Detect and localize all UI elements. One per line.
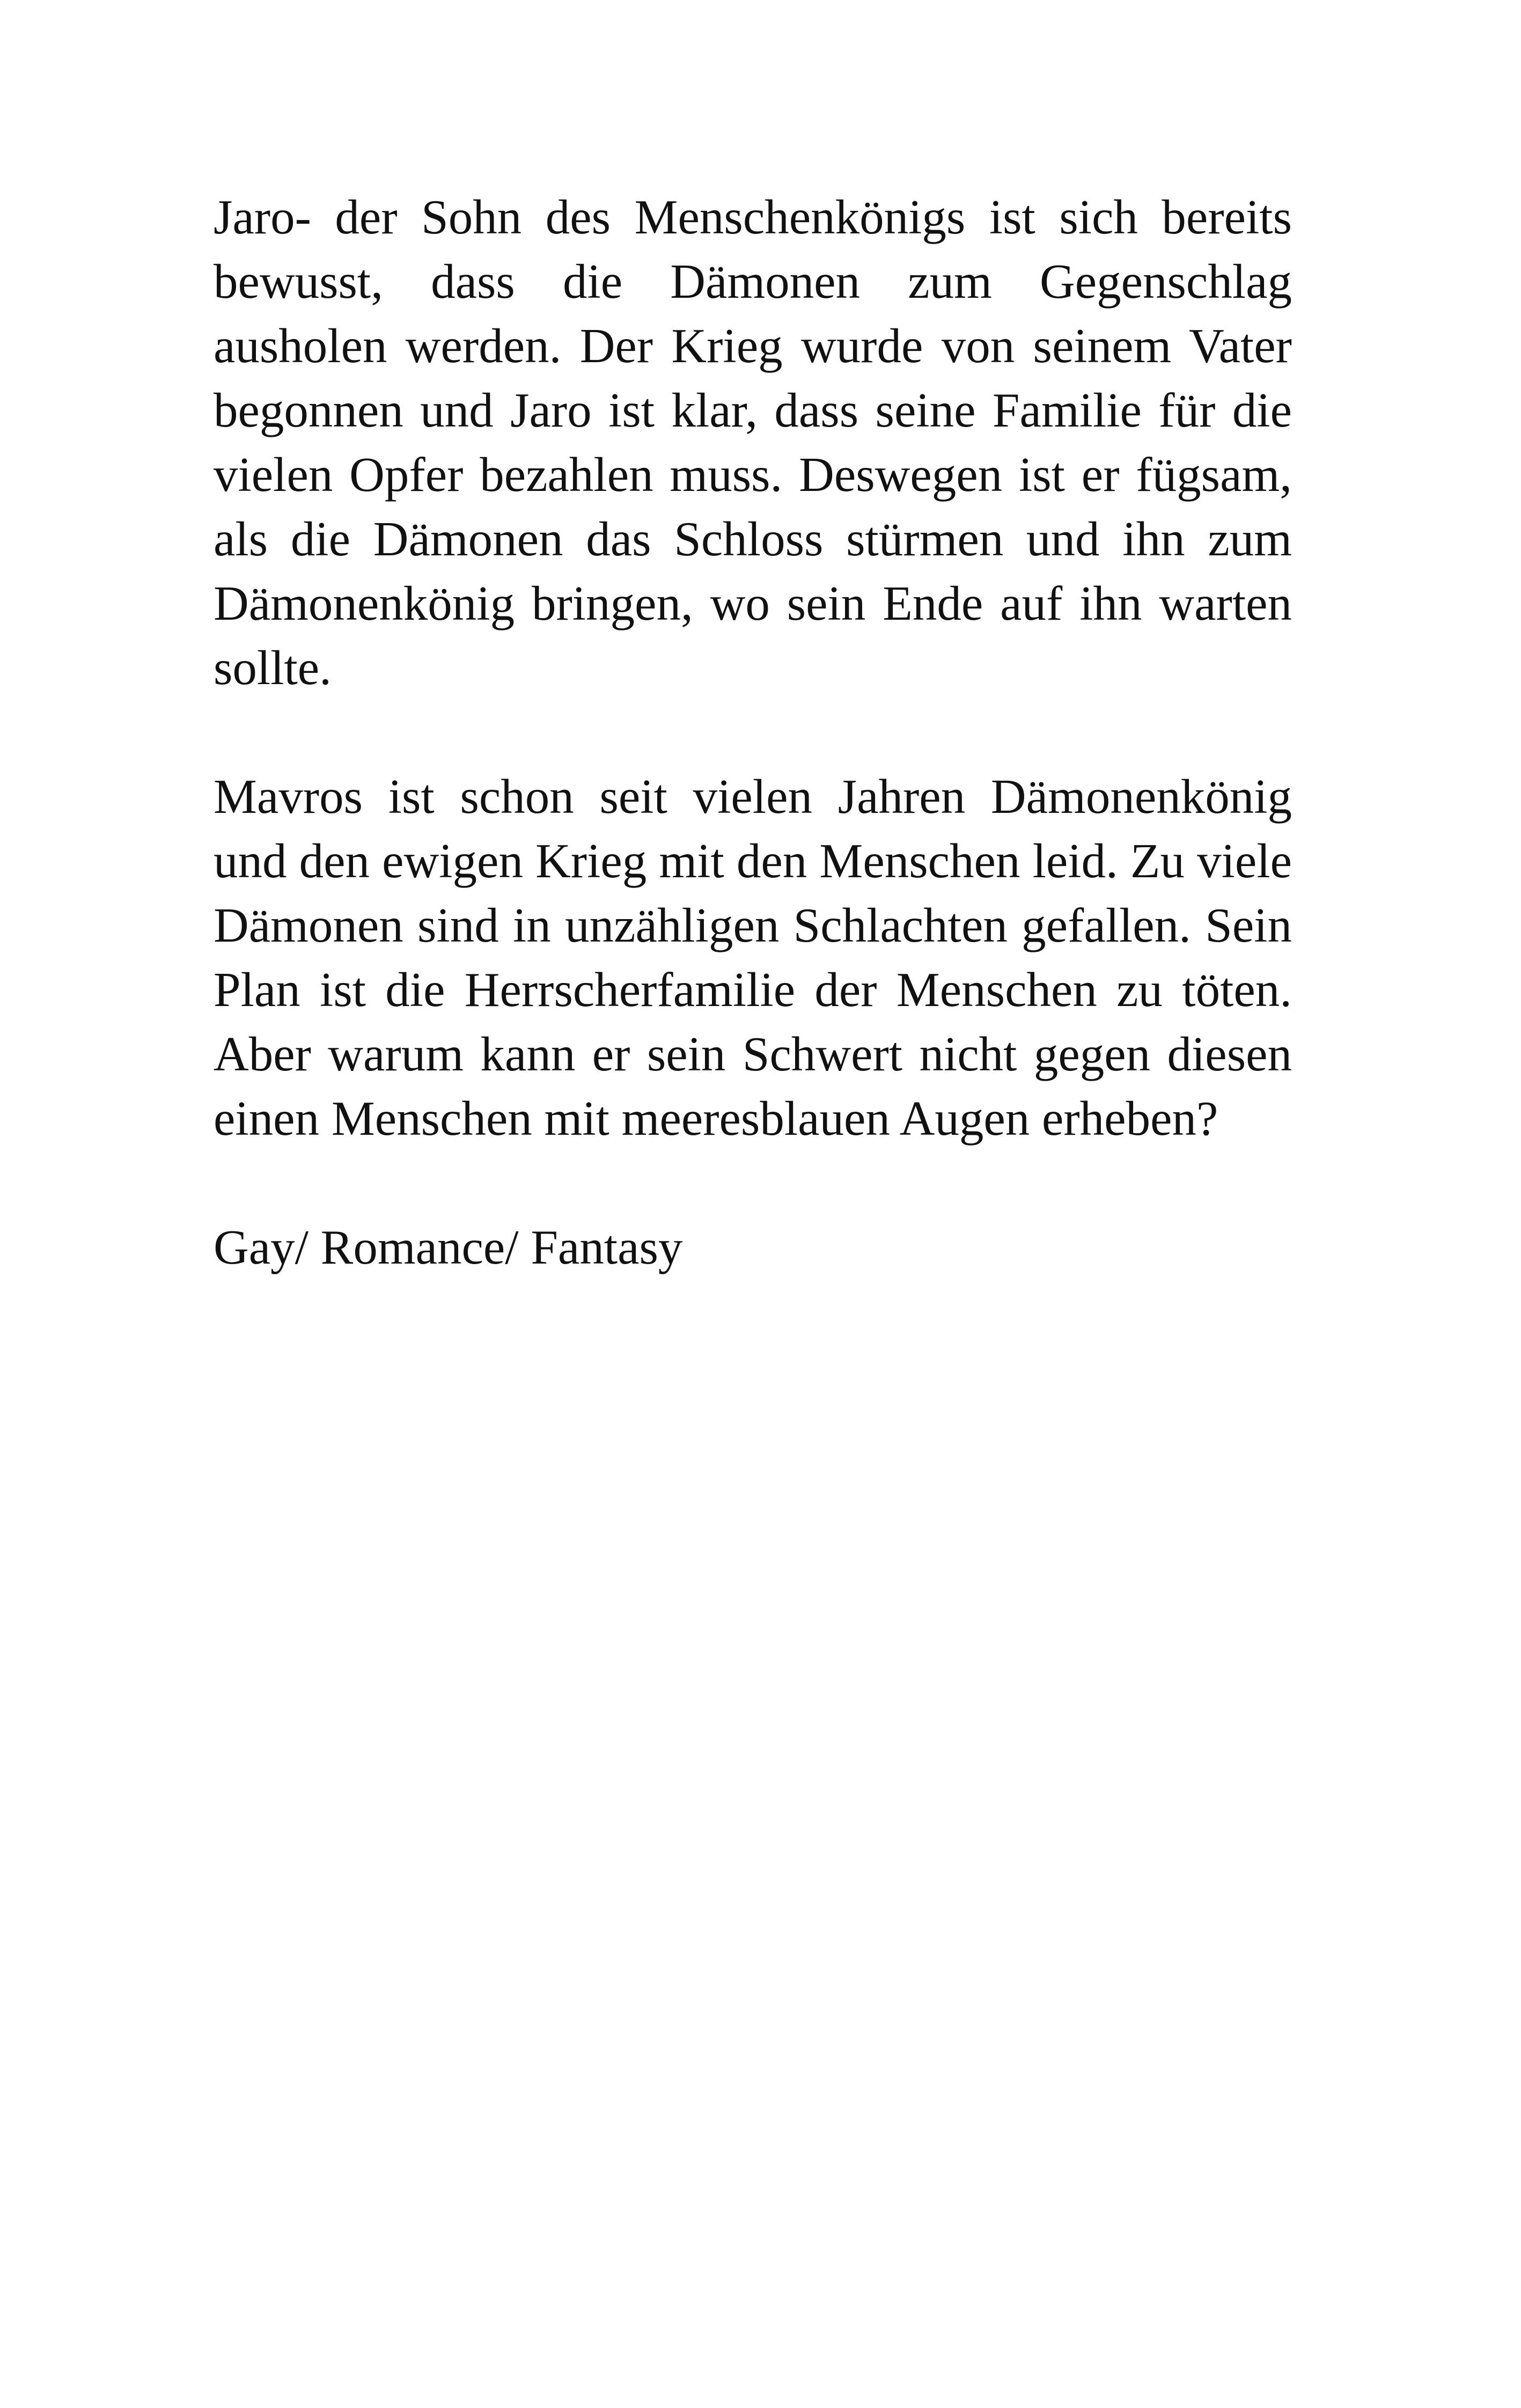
blurb-text xyxy=(214,185,1292,1280)
blurb-paragraph-jaro: Jaro- der Sohn des Menschenkönigs ist sich bereits bewusst, dass die Dämonen zum Gegenschlag ausholen werden. Der Krieg wurde von seinem Vater begonnen und Jaro ist klar, dass seine Familie für die vielen Opfer bezahlen muss. Deswegen ist er fügsam, als die Dämonen das Schloss stürmen und ihn zum Dämonenkönig bringen, wo sein Ende auf ihn warten sollte. xyxy=(214,190,1292,695)
genre-line: Gay/ Romance/ Fantasy xyxy=(214,1220,683,1274)
blurb-paragraph-mavros: Mavros ist schon seit vielen Jahren Dämonenkönig und den ewigen Krieg mit den Menschen leid. Zu viele Dämonen sind in unzähligen Schlachten gefallen. Sein Plan ist die Herrscherfamilie der Menschen zu töten. Aber warum kann er sein Schwert nicht gegen diesen einen Menschen mit meeresblauen Augen erheben? xyxy=(214,769,1292,1146)
